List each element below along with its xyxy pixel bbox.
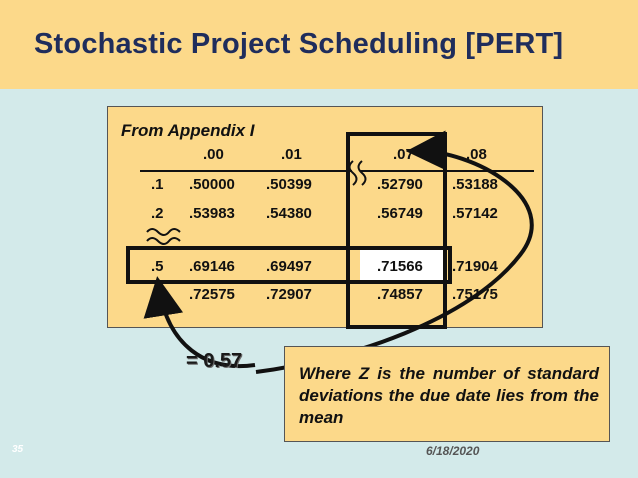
table-cell: .75175: [452, 286, 498, 303]
explanation-note: Where Z is the number of standard deviations the due date lies from the mean: [284, 346, 610, 442]
table-cell: .52790: [377, 176, 423, 193]
table-cell: .53188: [452, 176, 498, 193]
row-z-2: .2: [151, 205, 164, 222]
table-cell: .57142: [452, 205, 498, 222]
table-cell: .69146: [189, 258, 235, 275]
slide-title: Stochastic Project Scheduling [PERT]: [34, 28, 564, 60]
table-cell: .71904: [452, 258, 498, 275]
column-highlight-box: [348, 134, 445, 327]
table-cell: .69497: [266, 258, 312, 275]
table-cell: .53983: [189, 205, 235, 222]
break-squiggle-icon: [350, 161, 357, 185]
table-cell: .72907: [266, 286, 312, 303]
row-z-6: .6: [151, 286, 164, 303]
table-cell: .72575: [189, 286, 235, 303]
col-header-08: .08: [466, 146, 487, 163]
row-z-1: .1: [151, 176, 164, 193]
break-squiggle-icon: [147, 238, 180, 244]
break-squiggle-icon: [147, 229, 180, 235]
slide-date: 6/18/2020: [426, 444, 480, 458]
highlighted-value: .71566: [377, 258, 423, 275]
table-cell: .50000: [189, 176, 235, 193]
break-squiggle-icon: [359, 161, 366, 185]
arrow-to-column: [256, 151, 532, 372]
table-cell: .54380: [266, 205, 312, 222]
col-header-07: .07: [393, 146, 414, 163]
slide-number: 35: [12, 444, 24, 455]
table-cell: .50399: [266, 176, 312, 193]
z-result: = 0.57: [186, 350, 243, 372]
col-header-00: .00: [203, 146, 224, 163]
table-caption: From Appendix I: [121, 121, 255, 140]
table-cell: .74857: [377, 286, 423, 303]
row-highlight-box: [128, 248, 450, 282]
table-cell: .56749: [377, 205, 423, 222]
col-header-01: .01: [281, 146, 302, 163]
row-z-5: .5: [151, 258, 164, 275]
